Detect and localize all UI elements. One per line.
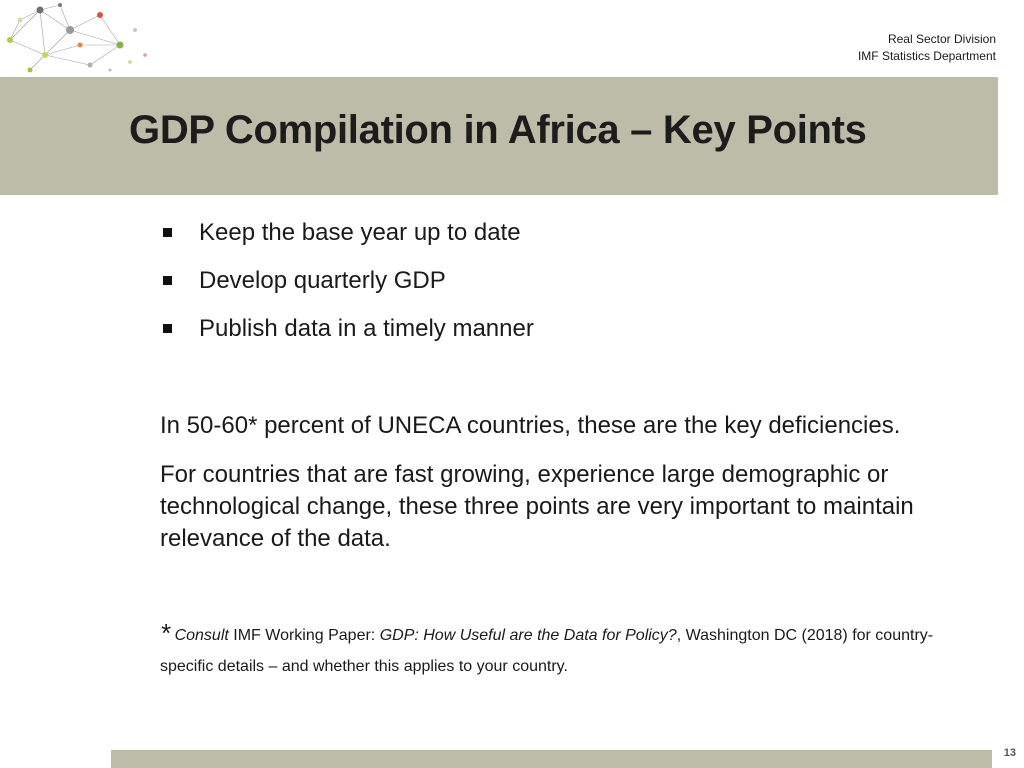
list-item [160,264,534,312]
footnote-text-1: IMF Working Paper: [228,627,380,644]
square-bullet-icon [163,228,172,237]
list-item [160,312,534,360]
relevance-paragraph: For countries that are fast growing, experience large demographic or technological change, these three points are very important to maintain relevance of the data. [160,461,914,552]
footnote-text-2: , Washington DC (2018) for country-specific details – and whether this applies to your country. [160,627,934,675]
list-item [160,216,534,264]
bullet-text: Develop quarterly GDP [199,267,446,294]
network-graph-logo-icon [0,0,160,78]
key-points-list [160,216,534,360]
deficiency-paragraph: In 50-60* percent of UNECA countries, these are the key deficiencies. [160,412,901,439]
footnote [160,618,980,682]
header-department: IMF Statistics Department [857,49,996,63]
header-division: Real Sector Division [887,32,996,46]
page-number: 13 [1003,747,1016,759]
footnote-paper-title: GDP: How Useful are the Data for Policy? [379,627,677,644]
page-title: GDP Compilation in Africa – Key Points [129,108,867,152]
square-bullet-icon [163,276,172,285]
footer-band [111,750,992,768]
footnote-asterisk: * [160,618,171,648]
header-organization [858,31,996,65]
footnote-consult: Consult [174,627,229,644]
bullet-text: Keep the base year up to date [199,219,521,246]
square-bullet-icon [163,324,172,333]
bullet-text: Publish data in a timely manner [199,315,534,342]
